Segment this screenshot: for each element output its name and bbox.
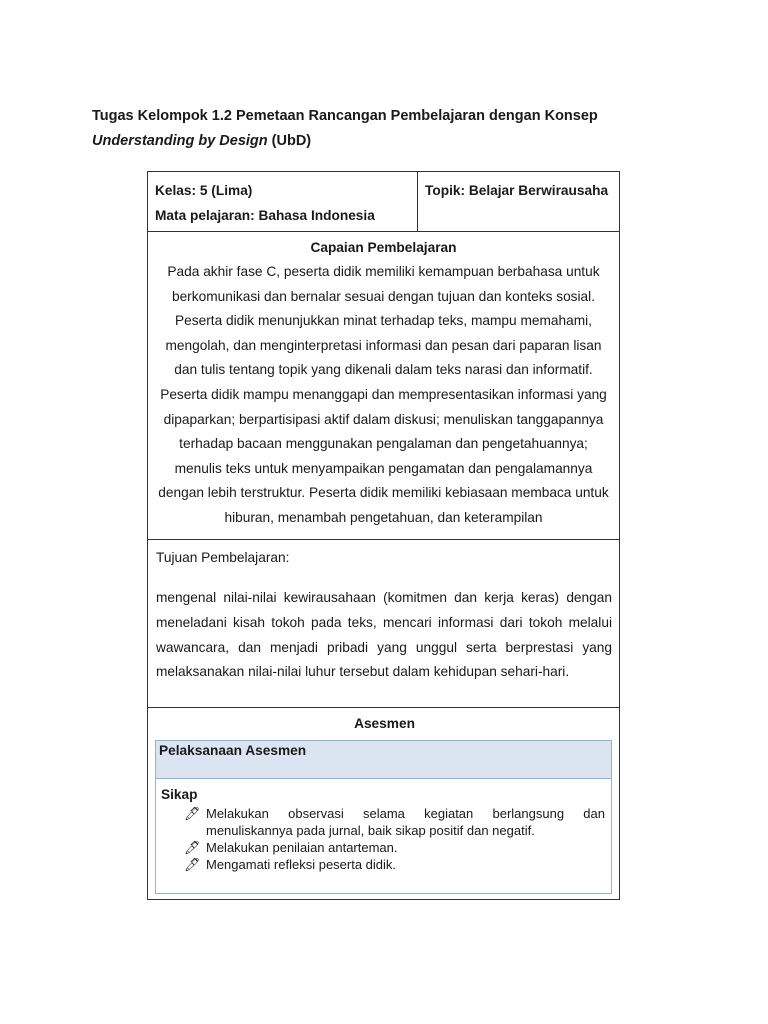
list-item-text: Melakukan observasi selama kegiatan berlangsung dan menuliskannya pada jurnal, baik sikap positif dan negatif. bbox=[206, 806, 605, 838]
document-heading bbox=[92, 104, 692, 154]
class-subject-cell bbox=[148, 172, 418, 232]
sikap-list bbox=[156, 805, 611, 873]
list-item-text: Mengamati refleksi peserta didik. bbox=[206, 857, 397, 872]
list-item bbox=[184, 839, 605, 856]
heading-suffix: (UbD) bbox=[267, 133, 312, 149]
heading-text: Tugas Kelompok 1.2 Pemetaan Rancangan Pembelajaran dengan Konsep bbox=[92, 108, 598, 124]
asesmen-title: Asesmen bbox=[354, 716, 415, 731]
list-item bbox=[184, 805, 605, 839]
topic-cell bbox=[418, 172, 620, 232]
capaian-cell bbox=[148, 232, 620, 540]
capaian-row bbox=[148, 232, 620, 540]
header-row bbox=[148, 172, 620, 232]
lesson-plan-table bbox=[147, 171, 620, 900]
asesmen-row bbox=[148, 708, 620, 900]
pelaksanaan-asesmen-header: Pelaksanaan Asesmen bbox=[156, 741, 611, 779]
heading-italic-text: Understanding by Design bbox=[92, 133, 268, 149]
asesmen-cell bbox=[148, 708, 620, 900]
topic-label: Topik: Belajar Berwirausaha bbox=[425, 183, 609, 198]
tujuan-row bbox=[148, 540, 620, 708]
pen-bullet-icon: 🖊︎ bbox=[184, 857, 201, 872]
sikap-label: Sikap bbox=[161, 787, 198, 802]
subject-label: Mata pelajaran: Bahasa Indonesia bbox=[155, 208, 375, 223]
pen-bullet-icon: 🖊︎ bbox=[184, 806, 201, 821]
class-label: Kelas: 5 (Lima) bbox=[155, 183, 253, 198]
pen-bullet-icon: 🖊︎ bbox=[184, 840, 201, 855]
tujuan-text: mengenal nilai-nilai kewirausahaan (komitmen dan kerja keras) dengan meneladani kisah tokoh pada teks, mencari informasi dari tokoh melalui wawancara, dan menjadi pribadi yang unggul serta berprestasi yang melaksanakan nilai-nilai luhur tersebut dalam kehidupan sehari-hari. bbox=[156, 590, 612, 680]
pelaksanaan-asesmen-box bbox=[155, 740, 612, 894]
list-item bbox=[184, 856, 605, 873]
tujuan-cell bbox=[148, 540, 620, 708]
tujuan-title: Tujuan Pembelajaran: bbox=[156, 550, 290, 565]
list-item-text: Melakukan penilaian antarteman. bbox=[206, 840, 398, 855]
capaian-title: Capaian Pembelajaran bbox=[310, 240, 457, 255]
capaian-text: Pada akhir fase C, peserta didik memiliki kemampuan berbahasa untuk berkomunikasi dan bernalar sesuai dengan tujuan dan konteks sosial. Peserta didik menunjukkan minat terhadap teks, mampu memahami, mengolah, dan menginterpretasi informasi dan pesan dari paparan lisan dan tulis tentang topik yang dikenali dalam teks narasi dan informatif. Peserta didik mampu menanggapi dan mempresentasikan informasi yang dipaparkan; berpartisipasi aktif dalam diskusi; menuliskan tanggapannya terhadap bacaan menggunakan pengalaman dan pengetahuannya; menulis teks untuk menyampaikan pengamatan dan pengalamannya dengan lebih terstruktur. Peserta didik memiliki kebiasaan membaca untuk hiburan, menambah pengetahuan, dan keterampilan bbox=[158, 264, 609, 525]
